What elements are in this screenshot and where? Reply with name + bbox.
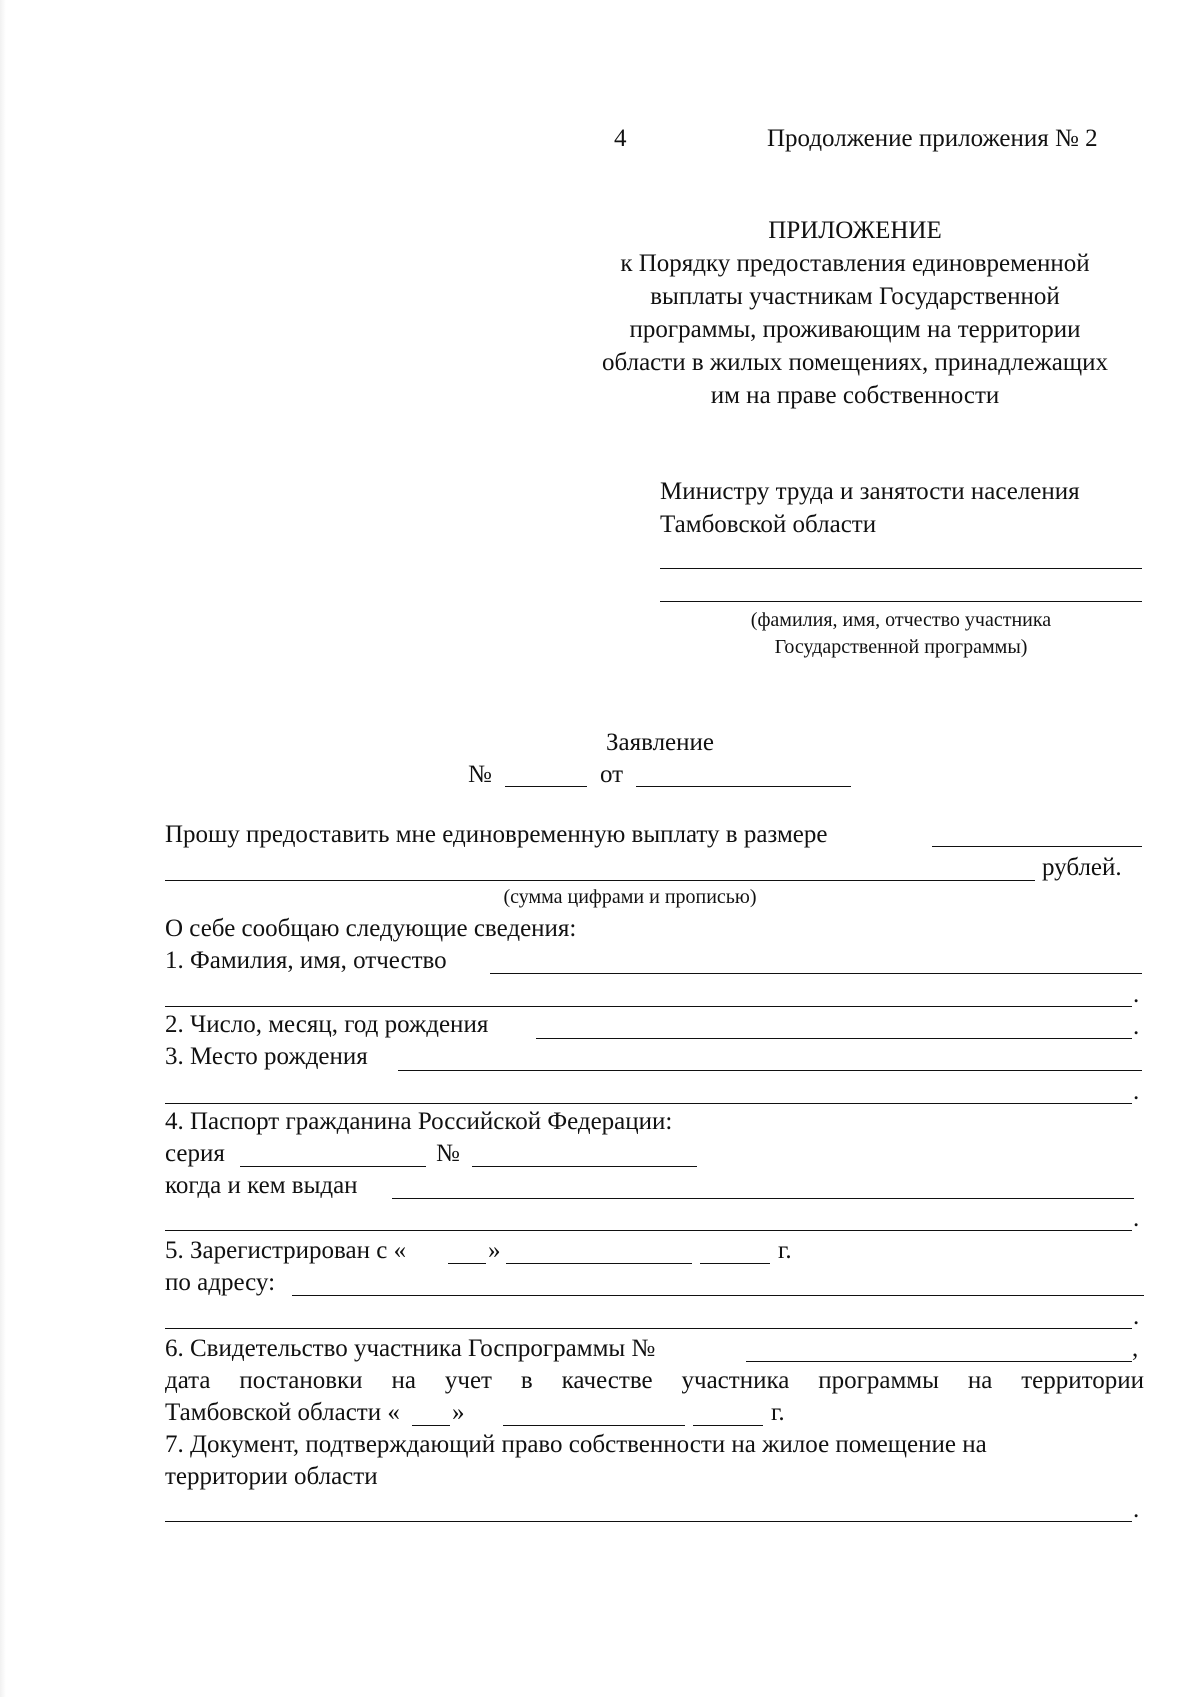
- quote-close: »: [452, 1399, 465, 1426]
- statement-date-field[interactable]: [636, 786, 851, 787]
- issued-label: когда и кем выдан: [165, 1172, 358, 1199]
- registered-year-field[interactable]: [700, 1263, 770, 1264]
- appendix-line: к Порядку предоставления единовременной: [620, 250, 1090, 277]
- quote-close: »: [488, 1237, 501, 1264]
- amount-words-field[interactable]: [165, 880, 1035, 881]
- date-label: от: [600, 761, 624, 788]
- ownership-document-field[interactable]: [165, 1521, 1132, 1522]
- comma: ,: [1132, 1335, 1139, 1362]
- number-label: №: [468, 761, 492, 788]
- registration-year-field[interactable]: [693, 1425, 763, 1426]
- page-number: 4: [614, 125, 627, 152]
- sum-caption: (сумма цифрами и прописью): [503, 886, 757, 908]
- item-ownership-line2: территории области: [165, 1463, 378, 1490]
- registration-day-field[interactable]: [412, 1425, 450, 1426]
- registration-month-field[interactable]: [503, 1425, 685, 1426]
- passport-series-field[interactable]: [240, 1166, 426, 1167]
- continuation-label: Продолжение приложения № 2: [767, 125, 1098, 152]
- appendix-title: ПРИЛОЖЕНИЕ: [768, 217, 942, 244]
- birthdate-field[interactable]: [536, 1038, 1132, 1039]
- item-birthdate-label: 2. Число, месяц, год рождения: [165, 1011, 489, 1038]
- period: .: [1133, 981, 1140, 1008]
- item-ownership-label: 7. Документ, подтверждающий право собственности на жилое помещение на: [165, 1431, 987, 1458]
- year-suffix: г.: [771, 1399, 785, 1426]
- passport-issued-field[interactable]: [392, 1198, 1134, 1199]
- passport-number-label: №: [436, 1140, 460, 1167]
- item-registered-label: 5. Зарегистрирован с «: [165, 1237, 407, 1264]
- appendix-line: им на праве собственности: [710, 382, 1000, 409]
- certificate-number-field[interactable]: [746, 1361, 1132, 1362]
- series-label: серия: [165, 1140, 225, 1167]
- address-field-2[interactable]: [165, 1328, 1132, 1329]
- statement-title: Заявление: [605, 729, 715, 756]
- intro-text: О себе сообщаю следующие сведения:: [165, 915, 577, 942]
- appendix-line: области в жилых помещениях, принадлежащих: [602, 349, 1108, 376]
- amount-field[interactable]: [932, 846, 1142, 847]
- appendix-line: выплаты участникам Государственной: [650, 283, 1060, 310]
- passport-number-field[interactable]: [472, 1166, 697, 1167]
- item-fio-label: 1. Фамилия, имя, отчество: [165, 947, 447, 974]
- item-passport-label: 4. Паспорт гражданина Российской Федерации:: [165, 1108, 673, 1135]
- applicant-name-field[interactable]: [660, 601, 1142, 602]
- item-certificate-line2: дата постановки на учет в качестве участника программы на территории: [165, 1367, 1144, 1394]
- period: .: [1133, 1013, 1140, 1040]
- item-certificate-label: 6. Свидетельство участника Госпрограммы №: [165, 1335, 656, 1362]
- registered-month-field[interactable]: [506, 1263, 692, 1264]
- appendix-line: программы, проживающим на территории: [629, 316, 1081, 343]
- address-label: по адресу:: [165, 1269, 276, 1296]
- address-field[interactable]: [292, 1295, 1144, 1296]
- period: .: [1133, 1496, 1140, 1523]
- period: .: [1133, 1303, 1140, 1330]
- period: .: [1133, 1078, 1140, 1105]
- scan-edge: [0, 0, 6, 1697]
- addressee-line: Тамбовской области: [660, 511, 877, 538]
- year-suffix: г.: [778, 1237, 792, 1264]
- birthplace-field-2[interactable]: [165, 1103, 1132, 1104]
- period: .: [1133, 1205, 1140, 1232]
- field-caption: (фамилия, имя, отчество участника: [750, 609, 1052, 631]
- item-birthplace-label: 3. Место рождения: [165, 1043, 368, 1070]
- fio-field-2[interactable]: [165, 1006, 1132, 1007]
- statement-number-field[interactable]: [505, 786, 587, 787]
- currency-label: рублей.: [1042, 854, 1122, 881]
- applicant-name-field[interactable]: [660, 568, 1142, 569]
- addressee-line: Министру труда и занятости населения: [660, 478, 1080, 505]
- item-certificate-line3: Тамбовской области «: [165, 1399, 400, 1426]
- birthplace-field[interactable]: [398, 1070, 1142, 1071]
- fio-field[interactable]: [490, 973, 1142, 974]
- request-text: Прошу предоставить мне единовременную выплату в размере: [165, 821, 828, 848]
- registered-day-field[interactable]: [448, 1263, 486, 1264]
- passport-issued-field-2[interactable]: [165, 1230, 1132, 1231]
- field-caption: Государственной программы): [774, 636, 1028, 658]
